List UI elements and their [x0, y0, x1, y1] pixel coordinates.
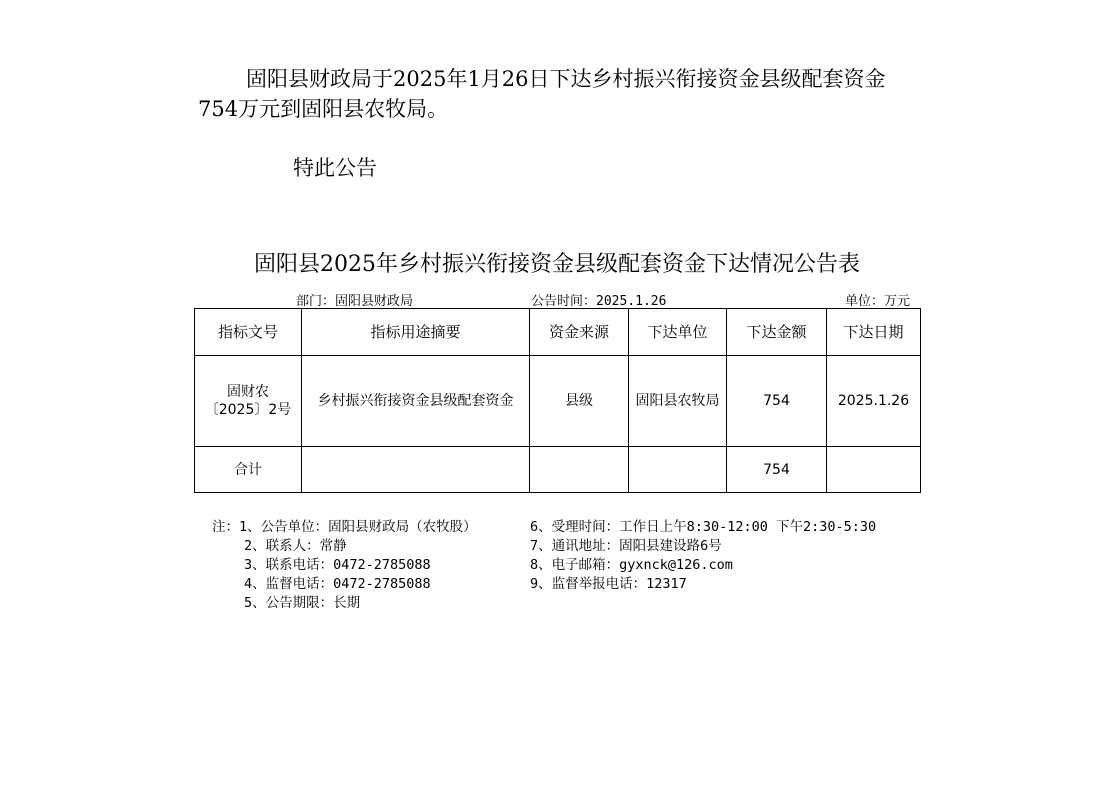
unit-label: 单位：万元 — [844, 294, 910, 309]
table-row — [195, 356, 921, 447]
note-item: 注：1、公告单位：固阳县财政局（农牧股） — [212, 519, 477, 535]
cell-date: 2025.1.26 — [827, 356, 921, 447]
header-amount: 下达金额 — [727, 309, 827, 356]
note-item: 8、电子邮箱：gyxnck@126.com — [530, 557, 733, 573]
notes-left-column — [212, 518, 532, 613]
cell-amount: 754 — [727, 356, 827, 447]
table-title: 固阳县2025年乡村振兴衔接资金县级配套资金下达情况公告表 — [254, 252, 860, 277]
total-purpose — [302, 447, 530, 493]
allocation-table — [194, 308, 921, 493]
table-meta-row — [194, 290, 920, 308]
total-label: 合计 — [195, 447, 302, 493]
intro-paragraph-block — [198, 64, 918, 124]
announce-time-label: 公告时间：2025.1.26 — [531, 294, 667, 309]
header-purpose: 指标用途摘要 — [302, 309, 530, 356]
cell-doc-no: 固财农〔2025〕2号 — [195, 356, 302, 447]
header-unit: 下达单位 — [629, 309, 727, 356]
department-label: 部门：固阳县财政局 — [296, 294, 414, 309]
closing-statement: 特此公告 — [293, 156, 377, 180]
note-item: 3、联系电话：0472-2785088 — [244, 557, 431, 573]
note-item: 4、监督电话：0472-2785088 — [244, 576, 431, 592]
header-source: 资金来源 — [530, 309, 629, 356]
cell-purpose: 乡村振兴衔接资金县级配套资金 — [302, 356, 530, 447]
cell-unit: 固阳县农牧局 — [629, 356, 727, 447]
note-item: 9、监督举报电话：12317 — [530, 576, 687, 592]
total-unit — [629, 447, 727, 493]
note-item: 5、公告期限：长期 — [244, 595, 361, 611]
cell-source: 县级 — [530, 356, 629, 447]
total-source — [530, 447, 629, 493]
note-item: 6、受理时间：工作日上午8:30-12:00 下午2:30-5:30 — [530, 519, 877, 535]
table-total-row — [195, 447, 921, 493]
total-date — [827, 447, 921, 493]
notes-right-column — [530, 518, 950, 594]
table-header-row — [195, 309, 921, 356]
note-item: 2、联系人：常静 — [244, 538, 347, 554]
header-doc-no: 指标文号 — [195, 309, 302, 356]
note-item: 7、通讯地址：固阳县建设路6号 — [530, 538, 722, 554]
header-date: 下达日期 — [827, 309, 921, 356]
total-amount: 754 — [727, 447, 827, 493]
intro-paragraph: 固阳县财政局于2025年1月26日下达乡村振兴衔接资金县级配套资金754万元到固阳县农牧局。 — [198, 67, 886, 121]
